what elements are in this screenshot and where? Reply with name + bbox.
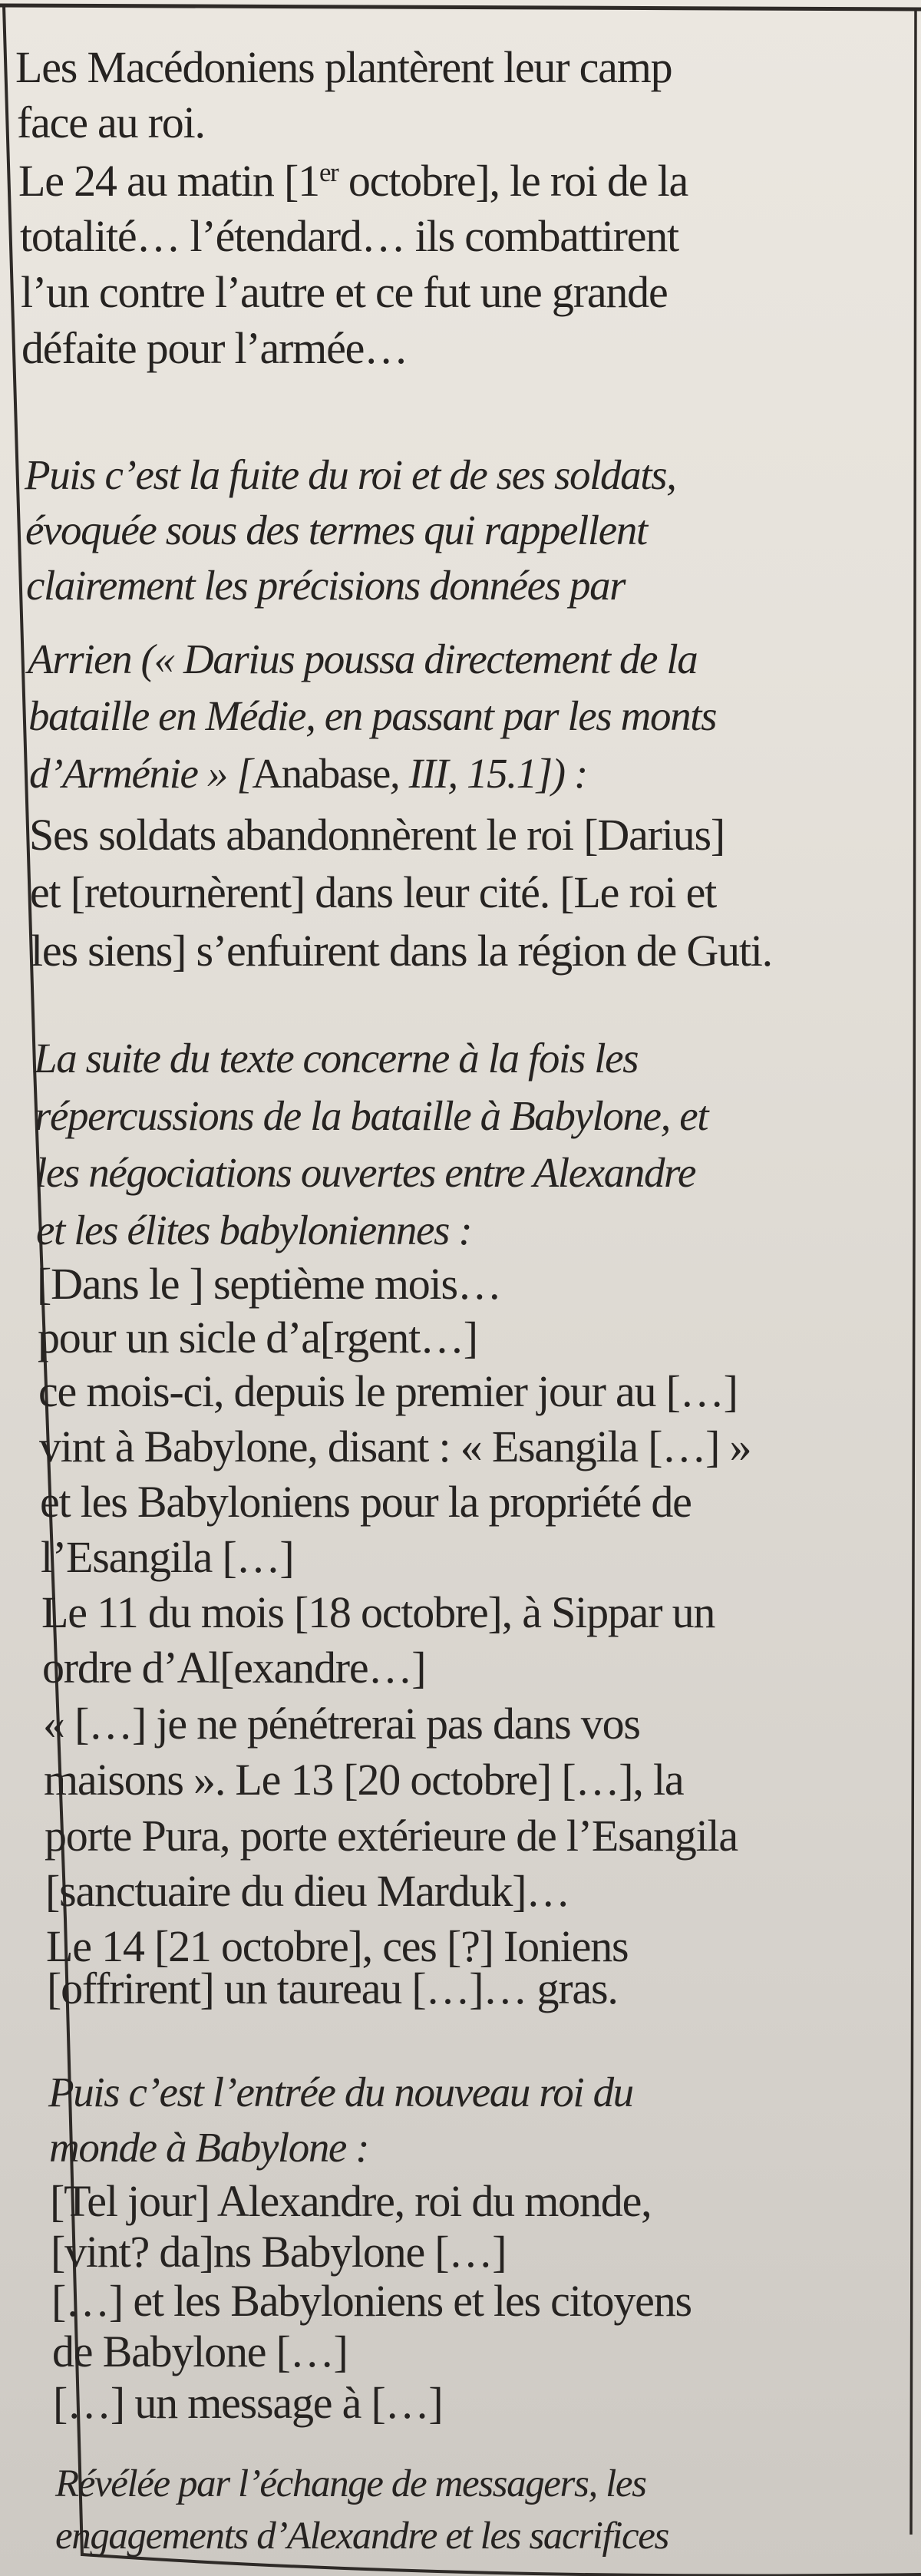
italic-text-line: bataille en Médie, en passant par les monts <box>28 692 717 739</box>
text-line: Le 14 [21 octobre], ces [?] Ioniens <box>46 1921 629 1971</box>
italic-text-line: Arrien (« Darius poussa directement de la <box>28 636 698 682</box>
text-line: Ses soldats abandonnèrent le roi [Darius] <box>29 810 725 860</box>
text-line: « […] je ne pénétrerai pas dans vos <box>43 1699 640 1749</box>
work-title: Anabase <box>252 750 390 797</box>
text-fragment: 1 <box>298 156 319 206</box>
text-line: et les Babyloniens pour la propriété de <box>40 1477 692 1527</box>
text-line: Les Macédoniens plantèrent leur camp <box>15 42 672 92</box>
text-fragment: d’Arménie » [ <box>29 750 253 797</box>
text-line: maisons ». Le 13 [20 octobre] […], la <box>44 1755 684 1805</box>
text-line: ce mois-ci, depuis le premier jour au […] <box>38 1366 738 1416</box>
italic-text-line: Puis c’est l’entrée du nouveau roi du <box>48 2069 633 2115</box>
italic-text-line: et les élites babyloniennes : <box>36 1207 472 1253</box>
text-line: l’un contre l’autre et ce fut une grande <box>21 267 668 317</box>
text-line: pour un sicle d’a[rgent…] <box>38 1313 477 1362</box>
text-line: Le 11 du mois [18 octobre], à Sippar un <box>41 1587 715 1637</box>
text-line: et [retournèrent] dans leur cité. [Le roi et <box>30 867 717 917</box>
italic-text-line: monde à Babylone : <box>49 2124 369 2171</box>
text-line: de Babylone […] <box>52 2327 348 2376</box>
italic-text-line: évoquée sous des termes qui rappellent <box>25 507 647 553</box>
italic-text-line: Puis c’est la fuite du roi et de ses soldats, <box>25 451 676 498</box>
italic-text-line: Révélée par l’échange de messagers, les <box>55 2462 646 2505</box>
text-line: [Tel jour] Alexandre, roi du monde, <box>50 2176 652 2226</box>
italic-text-line: La suite du texte concerne à la fois les <box>34 1035 639 1082</box>
text-fragment: Le 24 au matin [ <box>18 156 299 206</box>
text-fragment: octobre], le roi de la <box>338 156 688 206</box>
text-line: vint à Babylone, disant : « Esangila […] » <box>39 1422 751 1471</box>
text-line: [offrirent] un taureau […]… gras. <box>47 1963 618 2013</box>
text-line: porte Pura, porte extérieure de l’Esangila <box>45 1811 738 1861</box>
text-fragment: , III, 15.1]) : <box>389 750 587 797</box>
text-line: face au roi. <box>17 97 205 147</box>
text-line: […] et les Babyloniens et les citoyens <box>51 2276 692 2326</box>
italic-text-line: répercussions de la bataille à Babylone, et <box>35 1092 708 1139</box>
text-line: totalité… l’étendard… ils combattirent <box>20 211 678 261</box>
text-line: [Dans le ] septième mois… <box>37 1259 501 1309</box>
text-line: défaite pour l’armée… <box>21 323 408 373</box>
italic-citation-line <box>29 746 587 801</box>
superscript: er <box>319 157 338 187</box>
text-line-with-superscript <box>18 154 688 209</box>
italic-text-line: clairement les précisions données par <box>26 562 626 609</box>
italic-text-line: engagements d’Alexandre et les sacrifices <box>55 2515 668 2558</box>
text-line: [sanctuaire du dieu Marduk]… <box>45 1866 570 1916</box>
text-line: les siens] s’enfuirent dans la région de Guti. <box>31 926 772 976</box>
text-line: […] un message à […] <box>53 2378 443 2428</box>
text-line: [vint? da]ns Babylone […] <box>51 2227 507 2277</box>
text-line: ordre d’Al[exandre…] <box>42 1643 426 1693</box>
italic-text-line: les négociations ouvertes entre Alexandre <box>35 1149 696 1196</box>
text-line: l’Esangila […] <box>41 1532 294 1582</box>
